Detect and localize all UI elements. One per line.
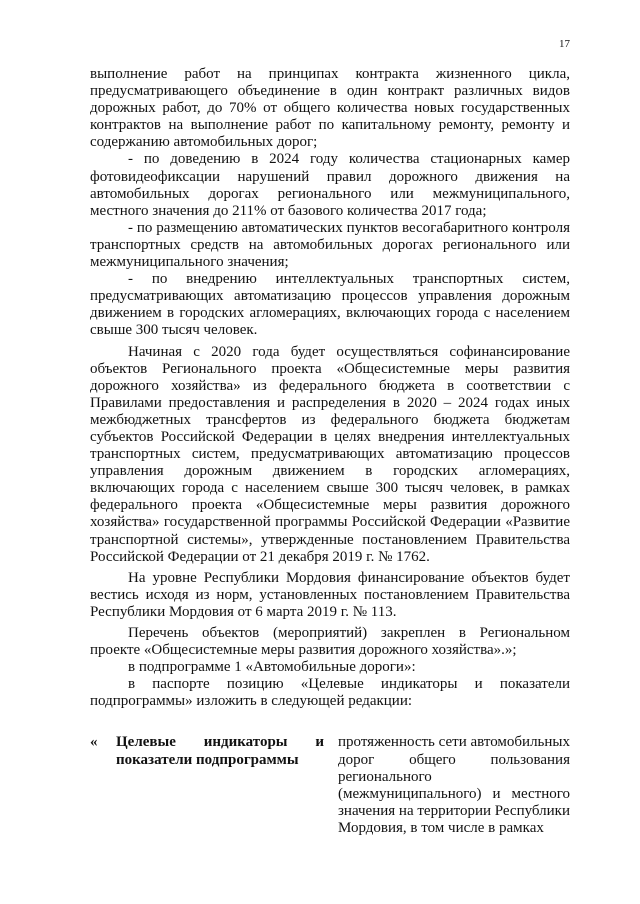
paragraph-5: Начиная с 2020 года будет осуществляться софинансирование объектов Регионального проекта «Общесистемные меры развития дорожного хозяйства» из федерального бюджета в соответствии с Правилами предоставления и распределения в 2020 – 2024 годах иных межбюджетных трансфертов из федерального бюджета бюджетам субъектов Российской Федерации в целях внедрения интеллектуальных транспортных систем, предусматривающих автоматизацию процессов управления дорожным движением в городских агломерациях, включающих города с населением свыше 300 тысяч человек, в рамках федерального проекта «Общесистемные меры развития дорожного хозяйства» государственной программы Российской Федерации «Развитие транспортной системы», утвержденные постановлением Правительства Российской Федерации от 21 декабря 2019 г. № 1762. bbox=[90, 343, 570, 565]
table-right-cell: протяженность сети автомобильных дорог общего пользования регионального (межмуниципального) и местного значения на территории Республики Мордовия, в том числе в рамках bbox=[338, 734, 571, 836]
page-number: 17 bbox=[559, 38, 570, 50]
indicators-table bbox=[90, 734, 570, 837]
paragraph-1: выполнение работ на принципах контракта жизненного цикла, предусматривающего объединение в один контракт различных видов дорожных работ, до 70% от общего количества новых государственных контрактов на выполнение работ по капитальному ремонту, ремонту и содержанию автомобильных дорог; bbox=[90, 66, 570, 151]
paragraph-7: Перечень объектов (мероприятий) закреплен в Региональном проекте «Общесистемные меры развития дорожного хозяйства».»; bbox=[90, 625, 570, 659]
table-left-cell bbox=[90, 734, 332, 837]
spacer bbox=[90, 710, 570, 734]
left-line-1-text: Целевые индикаторы и bbox=[116, 734, 324, 751]
document-body bbox=[90, 66, 570, 837]
paragraph-4: - по внедрению интеллектуальных транспортных систем, предусматривающих автоматизацию процессов управления дорожным движением в городских агломерациях, включающих города с населением свыше 300 тысяч человек. bbox=[90, 271, 570, 339]
paragraph-6: На уровне Республики Мордовия финансирование объектов будет вестись исходя из норм, установленных постановлением Правительства Республики Мордовия от 6 марта 2019 г. № 113. bbox=[90, 569, 570, 620]
paragraph-3: - по размещению автоматических пунктов весогабаритного контроля транспортных средств на автомобильных дорогах регионального или межмуниципального значения; bbox=[90, 219, 570, 271]
paragraph-2: - по доведению в 2024 году количества стационарных камер фотовидеофиксации нарушений правил дорожного движения на автомобильных дорогах регионального или межмуниципального, местного значения до 211% от базового количества 2017 года; bbox=[90, 151, 570, 219]
paragraph-9: в паспорте позицию «Целевые индикаторы и показатели подпрограммы» изложить в следующей редакции: bbox=[90, 676, 570, 710]
left-line-2: показатели подпрограммы bbox=[116, 751, 299, 768]
opening-quote: « bbox=[90, 734, 98, 751]
paragraph-8: в подпрограмме 1 «Автомобильные дороги»: bbox=[128, 659, 416, 676]
left-line-1 bbox=[90, 734, 324, 751]
